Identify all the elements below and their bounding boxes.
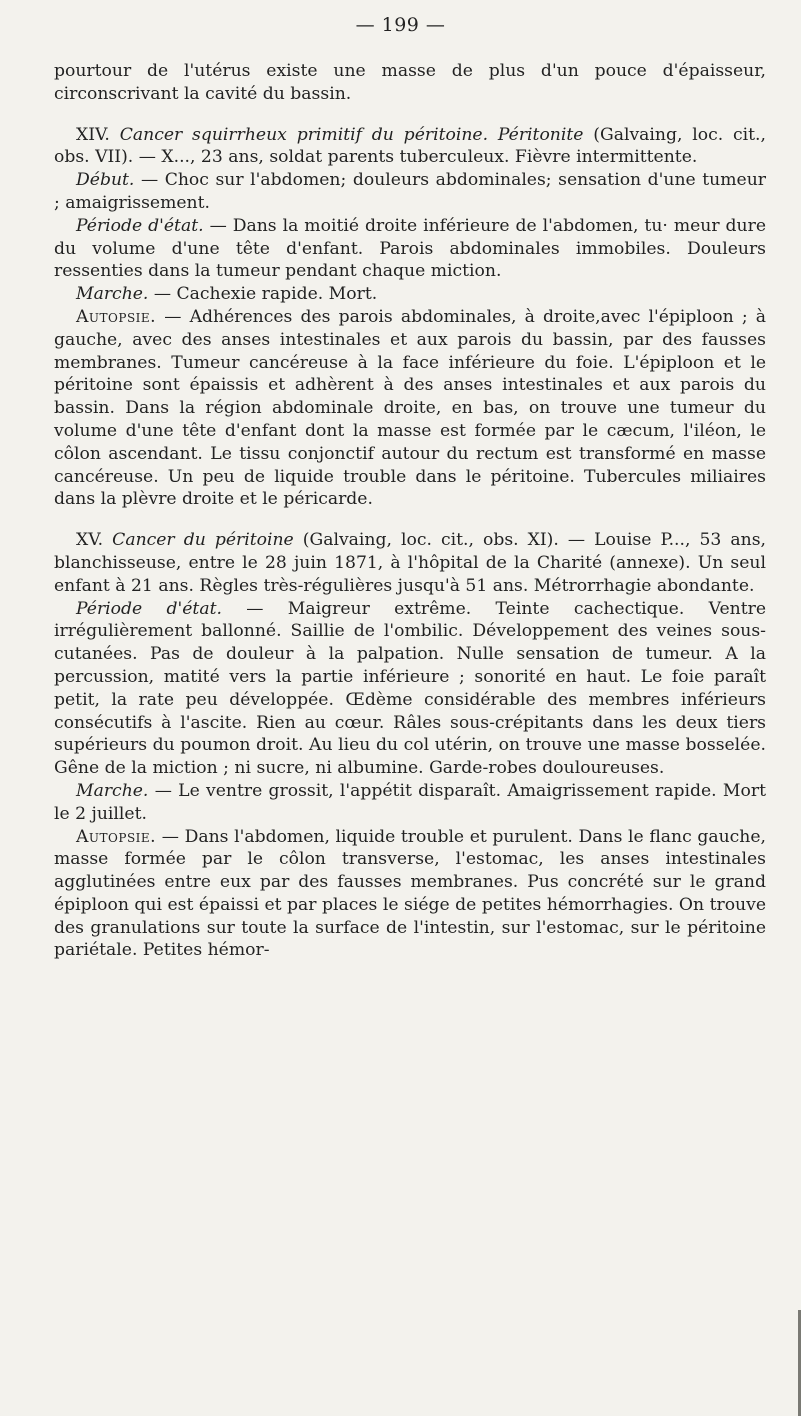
section-label: Période d'état.: [76, 598, 222, 619]
observation-title-2: Péritonite: [497, 124, 584, 145]
section-text: — Le ventre grossit, l'appétit disparaît. Amaigrissement rapide. Mort le 2 juillet.: [54, 780, 766, 824]
section-label: Début.: [76, 170, 135, 191]
observation-xiv-periode: [54, 215, 766, 283]
observation-xv-marche: [54, 780, 766, 826]
observation-text: (Galvaing, loc. cit., obs. XI). — Louise P..., 53 ans, blanchisseuse, entre le 28 juin 1871, à l'hôpital de la Charité (annexe). Un seul enfant à 21 ans. Règles très-régulières jusqu'à 51 ans. Métrorrhagie abondante.: [54, 530, 767, 596]
observation-xiv-debut: [54, 169, 766, 215]
observation-xv-intro: [54, 529, 766, 597]
section-text: — Adhérences des parois abdominales, à droite,avec l'épiploon ; à gauche, avec des anses intestinales et aux parois du bassin, par des fausses membranes. Tumeur cancéreuse à la face inférieure du foie. L'épiploon et le péritoine sont épaissis et adhèrent à des anses intestinales et aux parois du bassin. Dans la région abdominale droite, en bas, on trouve une tumeur du volume d'une tête d'enfant dont la masse est formée par le cæcum, l'iléon, le côlon ascendant. Le tissu conjonctif autour du rectum est transformé en masse cancéreuse. Un peu de liquide trouble dans le péritoine. Tubercules miliaires dans la plèvre droite et le péricarde.: [54, 306, 766, 510]
observation-xiv-marche: [54, 283, 766, 306]
observation-text: (Galvaing, loc. cit., obs. VII). — X..., 23 ans, soldat parents tuberculeux. Fièvre intermittente.: [54, 124, 766, 168]
observation-xv-autopsie: [54, 826, 766, 963]
section-text: — Dans l'abdomen, liquide trouble et purulent. Dans le flanc gauche, masse formée par le côlon transverse, l'estomac, les anses intestinales agglutinées entre eux par des fausses membranes. Pus concrété sur le grand épiploon qui est épaissi et par places le siége de petites hémorrhagies. On trouve des granulations sur toute la surface de l'intestin, sur l'estomac, sur le péritoine pariétale. Petites hémor-: [54, 826, 766, 961]
section-label: Autopsie.: [76, 826, 157, 847]
page-body: [54, 60, 766, 962]
section-label: Marche.: [76, 284, 149, 305]
section-label: Période d'état.: [76, 215, 204, 236]
section-text: — Maigreur extrême. Teinte cachectique. Ventre irrégulièrement ballonné. Saillie de l'ombilic. Développement des veines sous-cutanées. Pas de douleur à la palpation. Nulle sensation de tumeur. A la percussion, matité vers la partie inférieure ; sonorité en haut. Le foie paraît petit, la rate peu développée. Œdème considérable des membres inférieurs consécutifs à l'ascite. Rien au cœur. Râles sous-crépitants dans les deux tiers supérieurs du poumon droit. Au lieu du col utérin, on trouve une masse bosselée. Gêne de la miction ; ni sucre, ni albumine. Garde-robes douloureuses.: [54, 598, 766, 779]
observation-number: XV.: [76, 530, 104, 551]
observation-xiv-intro: [54, 124, 766, 170]
paragraph-continuation: pourtour de l'utérus existe une masse de plus d'un pouce d'épaisseur, circonscrivant la cavité du bassin.: [54, 61, 766, 104]
observation-title: Cancer du péritoine: [112, 530, 294, 551]
observation-xiv-autopsie: [54, 306, 766, 511]
observation-xv-periode: [54, 598, 766, 780]
section-label: Marche.: [76, 780, 149, 801]
observation-number: XIV.: [76, 124, 110, 145]
section-label: Autopsie.: [76, 306, 157, 327]
section-text: — Choc sur l'abdomen; douleurs abdominales; sensation d'une tumeur ; amaigrissement.: [54, 170, 766, 213]
observation-title: Cancer squirrheux primitif du péritoine.: [119, 124, 489, 145]
page-number: — 199 —: [355, 14, 446, 36]
section-text: — Cachexie rapide. Mort.: [153, 284, 378, 305]
section-text: — Dans la moitié droite inférieure de l'abdomen, tu· meur dure du volume d'une tête d'enfant. Parois abdominales immobiles. Douleurs ressenties dans la tumeur pendant chaque miction.: [54, 215, 766, 282]
